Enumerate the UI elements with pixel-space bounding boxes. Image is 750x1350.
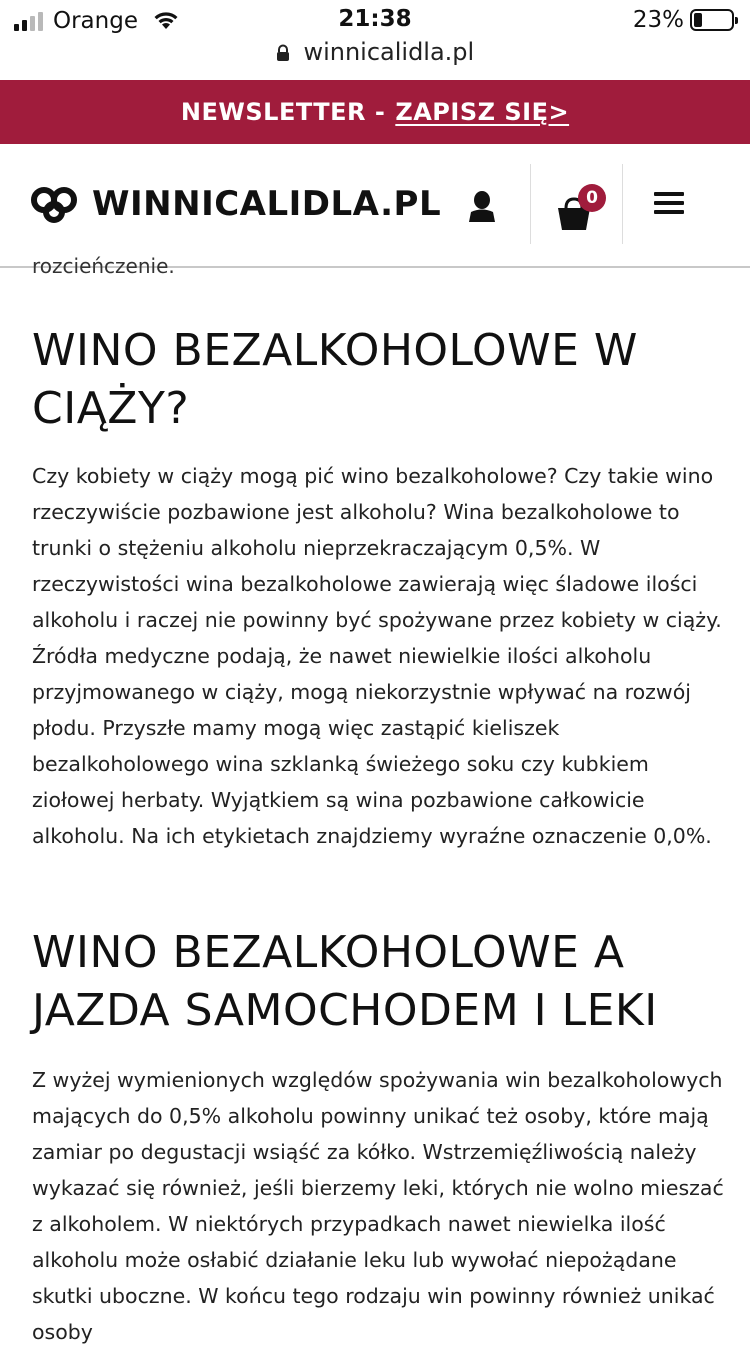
header-divider bbox=[530, 164, 531, 244]
site-logo[interactable] bbox=[30, 184, 441, 224]
battery-percent: 23% bbox=[632, 7, 684, 33]
battery-icon bbox=[690, 9, 734, 31]
browser-url-bar[interactable] bbox=[0, 38, 750, 80]
section-heading-pregnancy: WINO BEZALKOHOLOWE W CIĄŻY? bbox=[32, 325, 638, 434]
header-divider bbox=[622, 164, 623, 244]
battery-level bbox=[694, 13, 702, 27]
status-bar bbox=[0, 0, 750, 40]
cart-count-badge: 0 bbox=[578, 184, 606, 212]
newsletter-label: NEWSLETTER - bbox=[180, 98, 386, 126]
carrier-name: Orange bbox=[53, 8, 138, 34]
section-paragraph-driving: Z wyżej wymienionych względów spożywania win bezalkoholowych mających do 0,5% alkoholu powinny unikać też osoby, które mają zamiar po degustacji wsiąść za kółko. Wstrzemięźliwością należy wykazać się również, jeśli bierzemy leki, których nie wolno mieszać z alkoholem. W niektórych przypadkach nawet niewielka ilość alkoholu może osłabić działanie leku lub wywołać niepożądane skutki uboczne. W końcu tego rodzaju win powinny również unikać osoby bbox=[32, 1068, 724, 1344]
hamburger-menu-icon[interactable] bbox=[654, 192, 684, 218]
cut-text: rozcieńczenie. bbox=[32, 254, 175, 278]
user-icon[interactable] bbox=[462, 188, 502, 228]
section-heading-driving: WINO BEZALKOHOLOWE A JAZDA SAMOCHODEM I LEKI bbox=[32, 927, 658, 1036]
status-time: 21:38 bbox=[338, 6, 412, 32]
article-content bbox=[0, 254, 750, 1344]
site-header bbox=[0, 144, 750, 268]
browser-url[interactable]: winnicalidla.pl bbox=[303, 38, 475, 66]
logo-text: WINNICALIDLA.PL bbox=[92, 184, 442, 224]
lock-icon bbox=[276, 44, 290, 62]
logo-icon bbox=[30, 184, 78, 224]
section-paragraph-pregnancy: Czy kobiety w ciąży mogą pić wino bezalkoholowe? Czy takie wino rzeczywiście pozbawione jest alkoholu? Wina bezalkoholowe to trunki o stężeniu alkoholu nieprzekraczającym 0,5%. W rzeczywistości wina bezalkoholowe zawierają więc śladowe ilości alkoholu i raczej nie powinny być spożywane przez kobiety w ciąży. Źródła medyczne podają, że nawet niewielkie ilości alkoholu przyjmowanego w ciąży, mogą niekorzystnie wpływać na rozwój płodu. Przyszłe mamy mogą więc zastąpić kieliszek bezalkoholowego wina szklanką świeżego soku czy kubkiem ziołowej herbaty. Wyjątkiem są wina pozbawione całkowicie alkoholu. Na ich etykietach znajdziemy wyraźne oznaczenie 0,0%. bbox=[32, 464, 722, 848]
cart-button[interactable] bbox=[556, 186, 612, 234]
newsletter-banner bbox=[0, 80, 750, 144]
newsletter-signup-link[interactable]: ZAPISZ SIĘ> bbox=[395, 98, 570, 126]
status-right bbox=[633, 7, 734, 33]
